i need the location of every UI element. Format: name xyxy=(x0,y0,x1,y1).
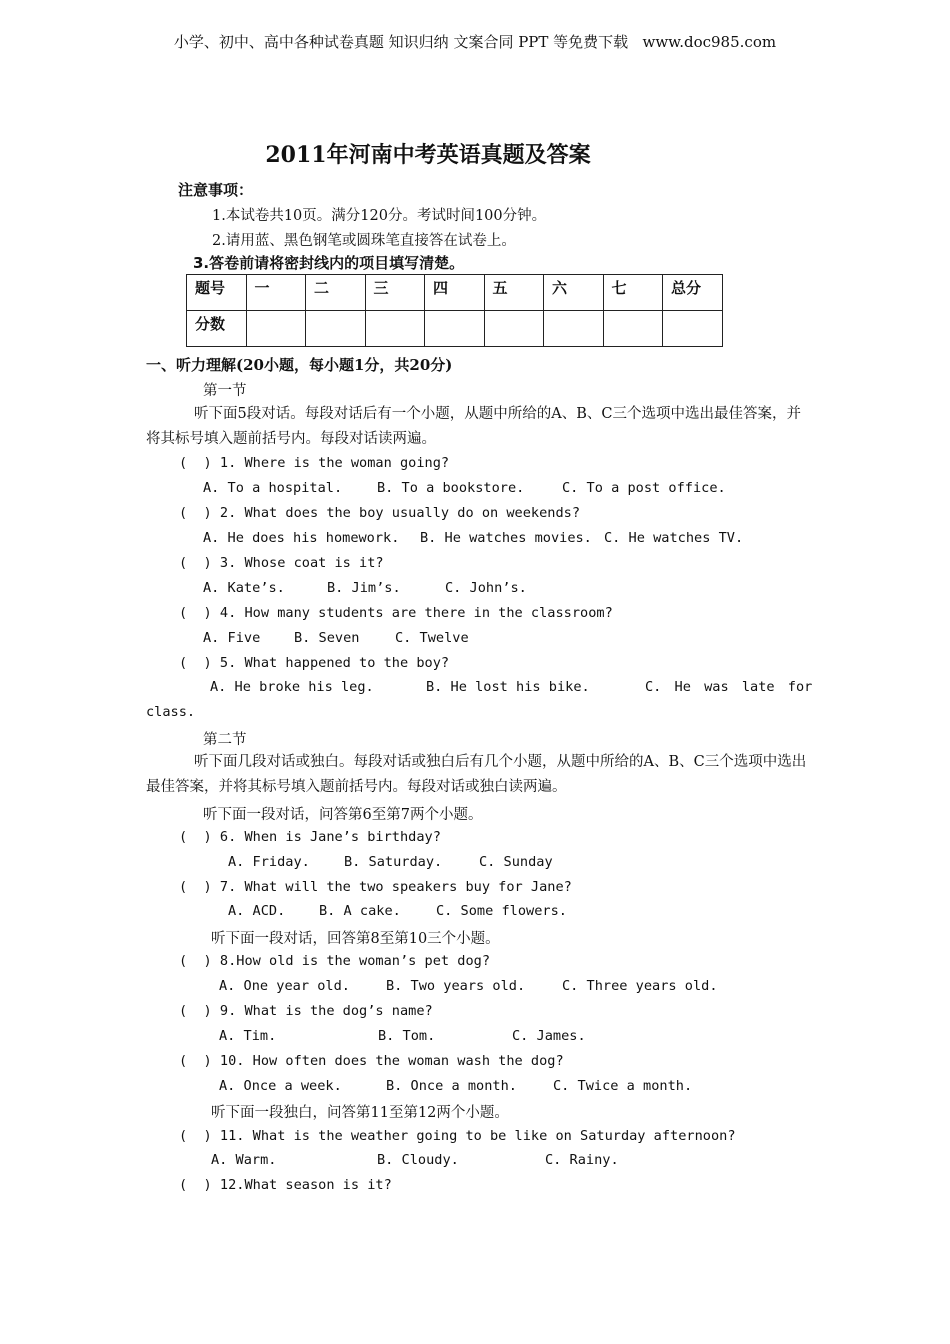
question-lead: 听下面一段对话，回答第8至第10三个小题。 xyxy=(211,931,500,947)
option: C. Twelve xyxy=(395,630,469,646)
score-cell xyxy=(306,311,366,347)
option: B. He watches movies. xyxy=(420,530,592,546)
option: C. He was late for xyxy=(645,679,813,695)
score-header-cell: 题号 xyxy=(187,275,247,311)
score-header-cell: 四 xyxy=(425,275,485,311)
score-cell xyxy=(365,311,425,347)
option: A. To a hospital. xyxy=(203,480,343,496)
question: ( ) 7. What will the two speakers buy for Jane? xyxy=(179,879,572,895)
score-row-label: 分数 xyxy=(187,311,247,347)
question: ( ) 10. How often does the woman wash the dog? xyxy=(179,1053,564,1069)
option: C. Some flowers. xyxy=(436,903,567,919)
score-cell xyxy=(603,311,663,347)
option: B. Jim’s. xyxy=(327,580,401,596)
option: B. He lost his bike. xyxy=(426,679,590,695)
question: ( ) 9. What is the dog’s name? xyxy=(179,1003,433,1019)
question: ( ) 8.How old is the woman’s pet dog? xyxy=(179,953,490,969)
question: ( ) 3. Whose coat is it? xyxy=(179,555,384,571)
option: C. Rainy. xyxy=(545,1152,619,1168)
part-label: 第二节 xyxy=(203,732,247,748)
option: B. Cloudy. xyxy=(377,1152,459,1168)
option: B. Two years old. xyxy=(386,978,526,994)
option: B. Tom. xyxy=(378,1028,436,1044)
score-header-cell: 七 xyxy=(603,275,663,311)
question-lead: 听下面一段独白，问答第11至第12两个小题。 xyxy=(211,1105,509,1121)
option: A. Friday. xyxy=(228,854,310,870)
note-item: 1.本试卷共10页。满分120分。考试时间100分钟。 xyxy=(212,208,547,224)
option: C. Twice a month. xyxy=(553,1078,693,1094)
option: C. He watches TV. xyxy=(604,530,744,546)
option: B. Saturday. xyxy=(344,854,443,870)
option: A. He broke his leg. xyxy=(210,679,374,695)
site-header: 小学、初中、高中各种试卷真题 知识归纳 文案合同 PPT 等免费下载 www.doc985.com xyxy=(173,33,777,51)
part-label: 第一节 xyxy=(203,383,247,399)
question: ( ) 6. When is Jane’s birthday? xyxy=(179,829,441,845)
option: A. ACD. xyxy=(228,903,286,919)
option: B. A cake. xyxy=(319,903,401,919)
notes-heading: 注意事项： xyxy=(178,181,254,199)
option: C. John’s. xyxy=(445,580,527,596)
score-header-cell: 二 xyxy=(306,275,366,311)
score-cell xyxy=(425,311,485,347)
note-item: 2.请用蓝、黑色钢笔或圆珠笔直接答在试卷上。 xyxy=(212,233,516,249)
score-cell xyxy=(484,311,544,347)
question: ( ) 2. What does the boy usually do on weekends? xyxy=(179,505,581,521)
score-header-cell: 一 xyxy=(246,275,306,311)
note-item: 3.答卷前请将密封线内的项目填写清楚。 xyxy=(193,254,465,272)
question: ( ) 12.What season is it? xyxy=(179,1177,392,1193)
option: A. Tim. xyxy=(219,1028,277,1044)
option: B. Once a month. xyxy=(386,1078,517,1094)
option: C. Three years old. xyxy=(562,978,718,994)
option: A. Kate’s. xyxy=(203,580,285,596)
score-table xyxy=(186,274,723,347)
score-table-score-row xyxy=(187,311,723,347)
question: ( ) 11. What is the weather going to be like on Saturday afternoon? xyxy=(179,1128,736,1144)
score-header-cell: 五 xyxy=(484,275,544,311)
part-instructions: 听下面几段对话或独白。每段对话或独白后有几个小题，从题中所给的A、B、C三个选项中选出最佳答案，并将其标号填入题前括号内。每段对话或独白读两遍。 xyxy=(146,754,807,795)
option: B. Seven xyxy=(294,630,360,646)
score-header-cell: 六 xyxy=(544,275,604,311)
option: A. Once a week. xyxy=(219,1078,342,1094)
option: B. To a bookstore. xyxy=(377,480,525,496)
option-continuation: class. xyxy=(146,704,196,720)
score-table-header-row xyxy=(187,275,723,311)
question: ( ) 4. How many students are there in the classroom? xyxy=(179,605,613,621)
page-title: 2011年河南中考英语真题及答案 xyxy=(265,142,591,168)
option: A. One year old. xyxy=(219,978,350,994)
score-header-cell: 三 xyxy=(365,275,425,311)
option: A. Five xyxy=(203,630,261,646)
question-lead: 听下面一段对话，问答第6至第7两个小题。 xyxy=(203,807,483,823)
option: C. To a post office. xyxy=(562,480,726,496)
score-cell xyxy=(663,311,723,347)
score-header-cell: 总分 xyxy=(663,275,723,311)
part-instructions: 听下面5段对话。每段对话后有一个小题，从题中所给的A、B、C三个选项中选出最佳答案，并将其标号填入题前括号内。每段对话读两遍。 xyxy=(146,406,801,447)
option: A. Warm. xyxy=(211,1152,277,1168)
option: C. James. xyxy=(512,1028,586,1044)
section-heading: 一、听力理解(20小题，每小题1分，共20分) xyxy=(146,356,453,374)
question: ( ) 5. What happened to the boy? xyxy=(179,655,450,671)
option: C. Sunday xyxy=(479,854,553,870)
question: ( ) 1. Where is the woman going? xyxy=(179,455,450,471)
option: A. He does his homework. xyxy=(203,530,400,546)
score-cell xyxy=(544,311,604,347)
score-cell xyxy=(246,311,306,347)
